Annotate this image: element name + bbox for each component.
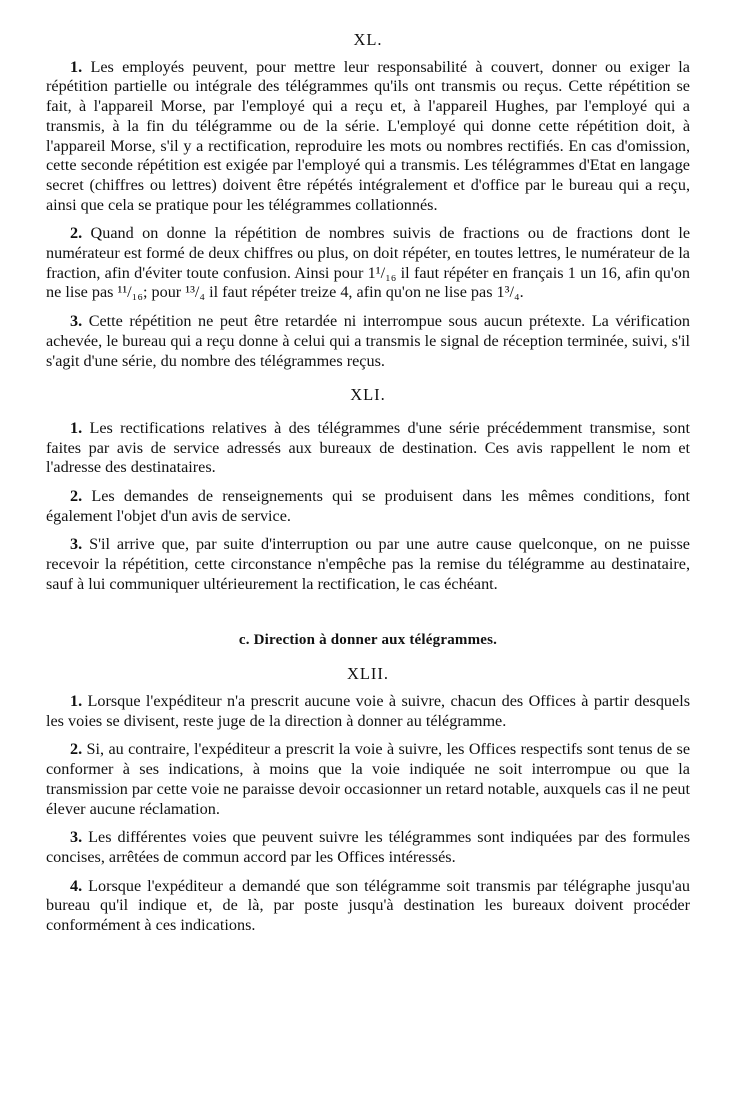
article-xlii-3 xyxy=(46,828,690,867)
paragraph-number: 4. xyxy=(70,876,83,895)
paragraph-number: 2. xyxy=(70,740,83,759)
article-xl-1 xyxy=(46,58,690,216)
paragraph-text: Les rectifications relatives à des télégrammes d'une série précédemment transmise, sont faites par avis de service adressés aux bureaux de destination. Ces avis rappellent le nom et l'adresse des destinataires. xyxy=(46,418,690,477)
article-xli-2 xyxy=(46,487,690,526)
document-page xyxy=(46,30,690,945)
paragraph-number: 1. xyxy=(70,57,83,76)
article-xl-2 xyxy=(46,224,690,303)
paragraph-text: S'il arrive que, par suite d'interruption ou par une autre cause quelconque, on ne puisse recevoir la répétition, cette circonstance n'empêche pas la remise du télégramme au destinataire, sauf à lui communiquer ultérieurement la rectification, le cas échéant. xyxy=(46,535,690,593)
paragraph-number: 2. xyxy=(70,224,83,243)
paragraph-text: Si, au contraire, l'expéditeur a prescrit la voie à suivre, les Offices respectifs sont tenus de se conformer à ses indications, à moins que la voie indiquée ne soit interrompue ou que la transmission par cette voie ne paraisse devoir occasionner un retard notable, auxquels cas il ne peut élever aucune réclamation. xyxy=(46,740,691,818)
paragraph-number: 3. xyxy=(70,828,83,847)
paragraph-number: 3. xyxy=(70,535,83,554)
article-xli-3 xyxy=(46,535,690,594)
paragraph-text: Les demandes de renseignements qui se produisent dans les mêmes conditions, font également l'objet d'un avis de service. xyxy=(46,487,690,525)
paragraph-number: 2. xyxy=(70,487,83,506)
section-heading-xli: XLI. xyxy=(350,385,386,405)
article-xlii-1 xyxy=(46,692,690,731)
paragraph-number: 1. xyxy=(70,691,83,710)
paragraph-text: Quand on donne la répétition de nombres suivis de fractions ou de fractions dont le numérateur est formé de deux chiffres ou plus, on doit répéter, en toutes lettres, le numérateur de la fraction, afin d'éviter toute confusion. Ainsi pour 1¹/₁₆ il faut répéter en français 1 un 16, afin qu'on ne lise pas ¹¹/₁₆; pour ¹³/₄ il faut répéter treize 4, afin qu'on ne lise pas 1³/₄. xyxy=(46,224,690,302)
paragraph-text: Cette répétition ne peut être retardée ni interrompue sous aucun prétexte. La vérification achevée, le bureau qui a reçu donne à celui qui a transmis le signal de réception terminée, suivi, s'il s'agit d'une série, du nombre des télégrammes reçus. xyxy=(46,312,691,370)
paragraph-text: Lorsque l'expéditeur n'a prescrit aucune voie à suivre, chacun des Offices à partir desquels les voies se divisent, reste juge de la direction à donner au télégramme. xyxy=(46,691,691,730)
section-heading-xl: XL. xyxy=(353,30,383,49)
article-xl-3 xyxy=(46,312,690,371)
paragraph-number: 1. xyxy=(70,418,83,437)
article-xlii-4 xyxy=(46,877,690,936)
paragraph-text: Les employés peuvent, pour mettre leur responsabilité à couvert, donner ou exiger la répétition partielle ou intégrale des télégrammes qu'ils ont transmis ou reçus. Cette répétition se fait, à l'appareil Morse, par l'employé qui a reçu et, à l'appareil Hughes, par l'employé qui a transmis, à la fin du télégramme ou de la série. L'employé qui donne cette répétition doit, à l'appareil Morse, s'il y a rectification, reproduire les mots ou nombres rectifiés. En cas d'omission, cette seconde répétition est exigée par l'employé qui a transmis. Les télégrammes d'Etat en langage secret (chiffres ou lettres) doivent être répétés intégralement et d'office par le bureau qui a reçu, ainsi que cela se pratique pour les télégrammes collationnés. xyxy=(46,57,690,214)
article-xlii-2 xyxy=(46,740,690,819)
paragraph-text: Les différentes voies que peuvent suivre les télégrammes sont indiquées par des formules concises, arrêtées de commun accord par les Offices intéressés. xyxy=(46,828,691,866)
article-xli-1 xyxy=(46,419,690,478)
paragraph-number: 3. xyxy=(70,312,83,331)
paragraph-text: Lorsque l'expéditeur a demandé que son télégramme soit transmis par télégraphe jusqu'au bureau qu'il indique et, de là, par poste jusqu'à destination les bureaux doivent procéder conformément à ces indications. xyxy=(46,876,690,935)
subsection-title: c. Direction à donner aux télégrammes. xyxy=(238,631,498,648)
section-heading-xlii: XLII. xyxy=(346,664,390,684)
